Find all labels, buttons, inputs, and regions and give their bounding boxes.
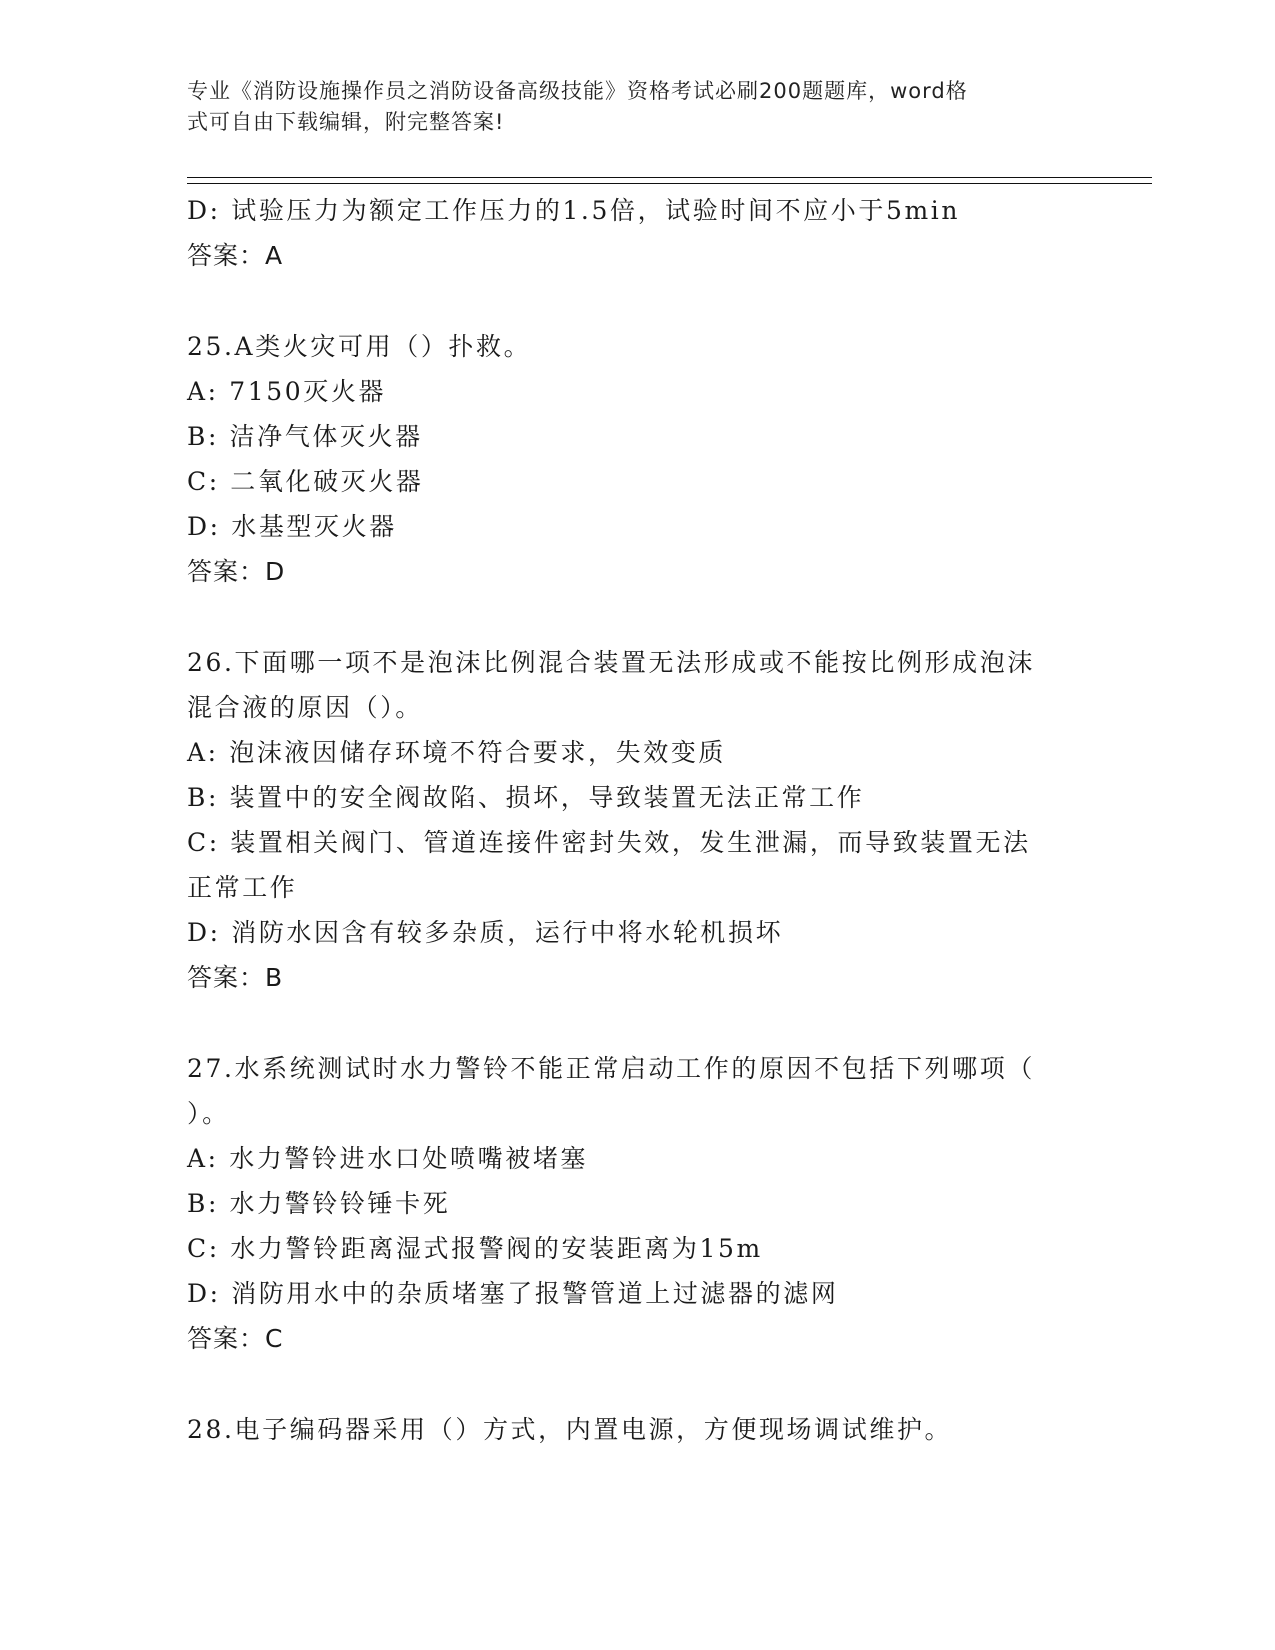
- option-c: C: 二氧化破灭火器: [187, 467, 424, 496]
- header-divider: [187, 177, 1152, 184]
- question-stem: 27.水系统测试时水力警铃不能正常启动工作的原因不包括下列哪项（: [187, 1054, 1035, 1083]
- question-stem: 26.下面哪一项不是泡沫比例混合装置无法形成或不能按比例形成泡沫: [187, 648, 1035, 677]
- question-stem-continued: ）。: [187, 1099, 230, 1128]
- page-header: [187, 76, 1067, 138]
- option-d: D: 水基型灭火器: [187, 512, 397, 541]
- header-line-2: 式可自由下载编辑，附完整答案!: [187, 110, 505, 134]
- spacer: [187, 278, 1067, 324]
- answer-line: 答案：D: [187, 557, 286, 586]
- spacer: [187, 1000, 1067, 1046]
- question-stem: 25.A类火灾可用（）扑救。: [187, 332, 532, 361]
- question-25: [187, 324, 1067, 594]
- question-stem: 28.电子编码器采用（）方式，内置电源，方便现场调试维护。: [187, 1415, 953, 1444]
- option-d: D: 消防水因含有较多杂质，运行中将水轮机损坏: [187, 918, 784, 947]
- option-c-continued: 正常工作: [187, 873, 298, 902]
- spacer: [187, 594, 1067, 640]
- option-b: B: 装置中的安全阀故陷、损坏，导致装置无法正常工作: [187, 783, 865, 812]
- spacer: [187, 1361, 1067, 1407]
- question-26: [187, 640, 1067, 1000]
- option-b: B: 洁净气体灭火器: [187, 422, 423, 451]
- option-b: B: 水力警铃铃锤卡死: [187, 1189, 451, 1218]
- previous-question-tail: [187, 188, 1067, 278]
- header-line-1: 专业《消防设施操作员之消防设备高级技能》资格考试必刷200题题库，word格: [187, 79, 968, 103]
- option-d: D: 试验压力为额定工作压力的1.5倍，试验时间不应小于5min: [187, 196, 961, 225]
- answer-line: 答案：C: [187, 1324, 284, 1353]
- option-a: A: 泡沫液因储存环境不符合要求，失效变质: [187, 738, 727, 767]
- option-d: D: 消防用水中的杂质堵塞了报警管道上过滤器的滤网: [187, 1279, 839, 1308]
- option-a: A: 7150灭火器: [187, 377, 387, 406]
- answer-line: 答案：B: [187, 963, 284, 992]
- option-a: A: 水力警铃进水口处喷嘴被堵塞: [187, 1144, 589, 1173]
- option-c: C: 装置相关阀门、管道连接件密封失效，发生泄漏，而导致装置无法: [187, 828, 1031, 857]
- question-list: [187, 188, 1067, 1452]
- option-c: C: 水力警铃距离湿式报警阀的安装距离为15m: [187, 1234, 763, 1263]
- question-28: [187, 1407, 1067, 1452]
- answer-line: 答案：A: [187, 241, 284, 270]
- question-27: [187, 1046, 1067, 1361]
- question-stem-continued: 混合液的原因（）。: [187, 693, 423, 722]
